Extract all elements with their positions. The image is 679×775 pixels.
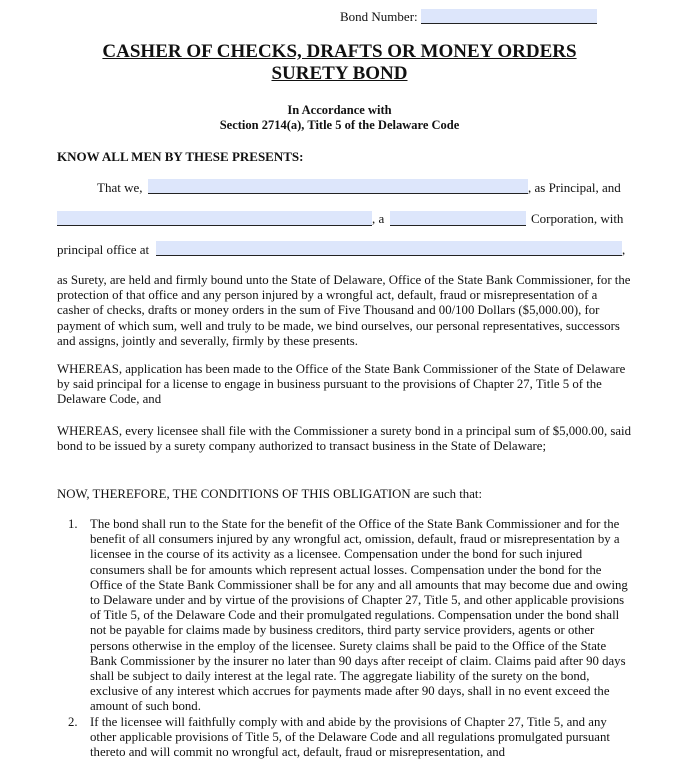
condition-text: The bond shall run to the State for the benefit of the Office of the State Bank Commissioner and for the benefit of all consumers injured by any wrongful act, omission, default, fraud or misrepresentation by a licensee in the course of its activity as a licensee. Compensation under the bond for such injured consumers shall be for amounts which represent actual losses. Compensation under the bond for the Office of the State Bank Commissioner shall be for any and all amounts that may become due and owing to Delaware under and by virtue of the provisions of Chapter 27, Title 5, and other applicable provisions of Title 5, of the Delaware Code and their promulgated regulations. Compensation under the bond shall not be payable for claims made by business creditors, third party service providers, agents or other persons otherwise in the employ of the licensee. Surety claims shall be paid to the Office of the State Bank Commissioner by the insurer no later than 90 days after receipt of claim. Claims paid after 90 days shall be subject to daily interest at the legal rate. The aggregate liability of the surety on the bond, exclusive of any interest which accrues for payments made after 90 days, shall in no event exceed the amount of such bond.	[90, 517, 628, 714]
document-title-line1: CASHER OF CHECKS, DRAFTS OR MONEY ORDERS	[102, 41, 577, 62]
now-therefore-paragraph: NOW, THEREFORE, THE CONDITIONS OF THIS OBLIGATION are such that:	[57, 487, 482, 501]
subtitle-line1: In Accordance with	[287, 103, 392, 117]
bond-number-field[interactable]	[421, 9, 597, 24]
subtitle-line2: Section 2714(a), Title 5 of the Delaware Code	[219, 118, 460, 132]
whereas-paragraph-2: WHEREAS, every licensee shall file with the Commissioner a surety bond in a principal sum of $5,000.00, said bond to be issued by a surety company authorized to transact business in the State of Delaware;	[57, 424, 631, 454]
condition-number: 2.	[68, 714, 78, 729]
surety-paragraph: as Surety, are held and firmly bound unto the State of Delaware, Office of the State Bank Commissioner, for the protection of that office and any person injured by a wrongful act, default, fraud or misrepresentation of a casher of checks, drafts or money orders in the sum of Five Thousand and 00/100 Dollars ($5,000.00), for payment of which sum, well and truly to be made, we bind ourselves, our personal representatives, successors and assigns, jointly and severally, firmly by these presents.	[57, 273, 631, 348]
comma-a-label: , a	[372, 211, 385, 226]
principal-name-field[interactable]	[148, 179, 528, 194]
know-all-heading: KNOW ALL MEN BY THESE PRESENTS:	[57, 149, 304, 164]
corporation-with-label: Corporation, with	[531, 211, 624, 226]
conditions-list	[68, 517, 628, 760]
principal-office-field[interactable]	[156, 241, 622, 256]
that-we-label: That we,	[97, 180, 143, 195]
bond-number-label: Bond Number:	[340, 9, 418, 24]
condition-item	[68, 715, 628, 761]
document-title-line2: SURETY BOND	[271, 63, 408, 84]
condition-text: If the licensee will faithfully comply with and abide by the provisions of Chapter 27, Title 5, and any other applicable provisions of Title 5, of the Delaware Code and all regulations promulgated pursuant thereto and will commit no wrongful act, default, fraud or misrepresentation, and	[90, 714, 610, 760]
condition-number: 1.	[68, 517, 78, 531]
trailing-comma: ,	[622, 242, 626, 257]
as-principal-label: , as Principal, and	[528, 180, 621, 195]
condition-item	[68, 517, 628, 715]
surety-name-field[interactable]	[57, 211, 372, 226]
state-of-incorporation-field[interactable]	[390, 211, 526, 226]
whereas-paragraph-1: WHEREAS, application has been made to the Office of the State Bank Commissioner of the State of Delaware by said principal for a license to engage in business pursuant to the provisions of Chapter 27, Title 5 of the Delaware Code, and	[57, 362, 626, 407]
principal-office-label: principal office at	[57, 242, 150, 257]
